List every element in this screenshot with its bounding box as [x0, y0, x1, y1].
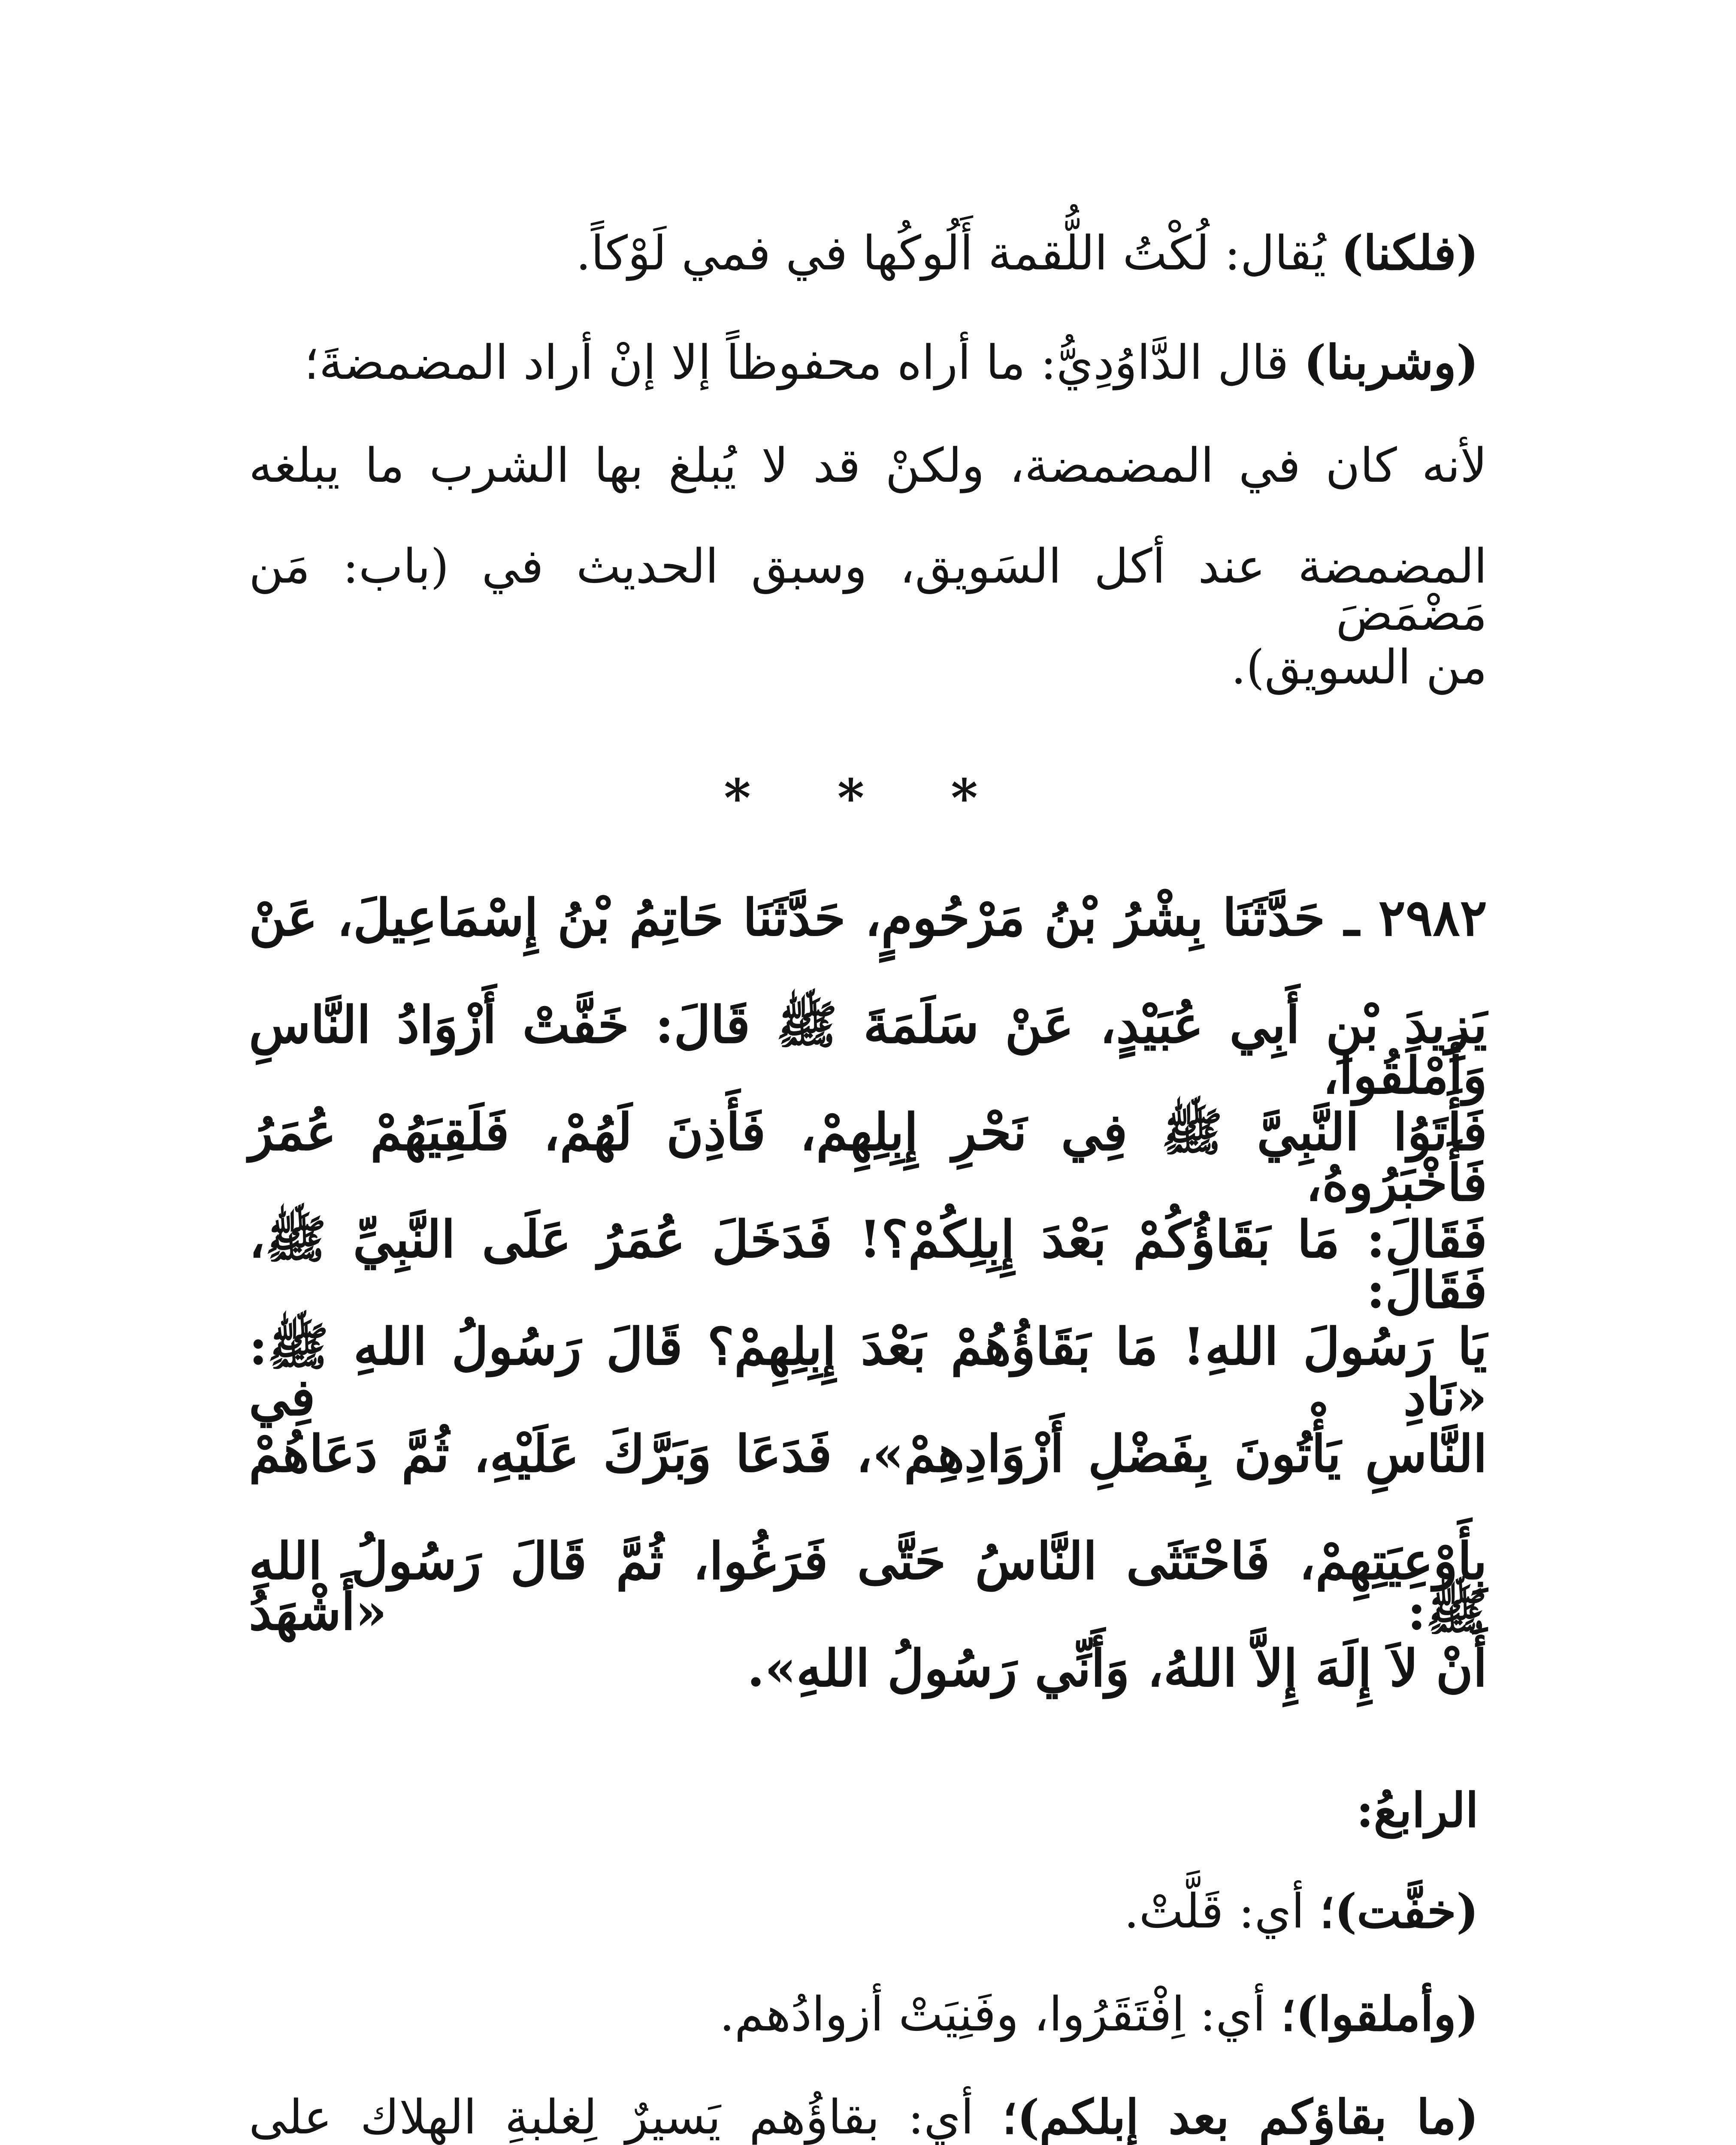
term-gloss: يُقال: لُكْتُ اللُّقمة أَلُوكُها في فمي لَوْكاً.	[576, 226, 1341, 281]
term-lead: (وأملقوا)؛	[1280, 1986, 1479, 2042]
commentary-line	[249, 2089, 1479, 2145]
hadith-line: يَا رَسُولَ اللهِ! مَا بَقَاؤُهُمْ بَعْدَ إِبِلِهِمْ؟ قَالَ رَسُولُ اللهِ ﷺ: «نَادِ فِي	[249, 1317, 1487, 1427]
hadith-line: بِأَوْعِيَتِهِمْ، فَاحْتَثَى النَّاسُ حَتَّى فَرَغُوا، ثُمَّ قَالَ رَسُولُ اللهِ ﷺ: «أَشْهَدُ	[249, 1531, 1487, 1641]
term-gloss: أي: بقاؤُهم يَسيرٌ لِغلبةِ الهلاك على	[249, 2090, 1002, 2145]
term-gloss: أي: قَلَّتْ.	[1124, 1884, 1320, 1939]
commentary-line	[249, 335, 1479, 390]
hadith-line: ٢٩٨٢ ـ حَدَّثَنَا بِشْرُ بْنُ مَرْحُومٍ، حَدَّثَنَا حَاتِمُ بْنُ إِسْمَاعِيلَ، عَنْ	[249, 888, 1487, 947]
term-gloss: أي: اِفْتَقَرُوا، وفَنِيَتْ أزوادُهم.	[719, 1987, 1281, 2042]
commentary-line	[249, 1986, 1479, 2042]
term-lead: (فلكنا)	[1341, 225, 1479, 281]
hadith-line: يَزِيدَ بْنِ أَبِي عُبَيْدٍ، عَنْ سَلَمَةَ ﷺ قَالَ: خَفَّتْ أَزْوَادُ النَّاسِ وَأَمْلَقُوا،	[249, 995, 1487, 1105]
term-lead: (وشربنا)	[1304, 335, 1479, 390]
commentary-line: لأنه كان في المضمضة، ولكنْ قد لا يُبلغ بها الشرب ما يبلغه	[249, 438, 1487, 493]
commentary-line	[249, 1883, 1479, 1939]
hadith-line: النَّاسِ يَأْتُونَ بِفَضْلِ أَزْوَادِهِمْ»، فَدَعَا وَبَرَّكَ عَلَيْهِ، ثُمَّ دَعَاهُمْ	[249, 1424, 1487, 1483]
commentary-line: المضمضة عند أكل السَويق، وسبق الحديث في (باب: مَن مَضْمَضَ	[249, 539, 1487, 641]
commentary-line	[249, 225, 1479, 281]
term-gloss: قال الدَّاوُدِيُّ: ما أراه محفوظاً إلا إنْ أراد المضمضةَ؛	[304, 335, 1304, 390]
term-lead: (خفَّت)؛	[1319, 1883, 1479, 1939]
commentary-line: من السويق).	[1231, 640, 1487, 695]
hadith-line: فَأَتَوُا النَّبِيَّ ﷺ فِي نَحْرِ إِبِلِهِمْ، فَأَذِنَ لَهُمْ، فَلَقِيَهُمْ عُمَرُ فَأَخْبَرُوهُ،	[249, 1102, 1487, 1212]
section-heading: الرابعُ:	[1356, 1782, 1479, 1838]
hadith-line: فَقَالَ: مَا بَقَاؤُكُمْ بَعْدَ إِبِلِكُمْ؟! فَدَخَلَ عُمَرُ عَلَى النَّبِيِّ ﷺ، فَقَالَ:	[249, 1209, 1487, 1320]
section-separator: * * *	[724, 768, 1012, 828]
hadith-line: أَنْ لاَ إِلَهَ إِلاَّ اللهُ، وَأَنِّي رَسُولُ اللهِ».	[747, 1638, 1487, 1698]
term-lead: (ما بقاؤكم بعد إبلكم)؛	[1002, 2089, 1479, 2145]
